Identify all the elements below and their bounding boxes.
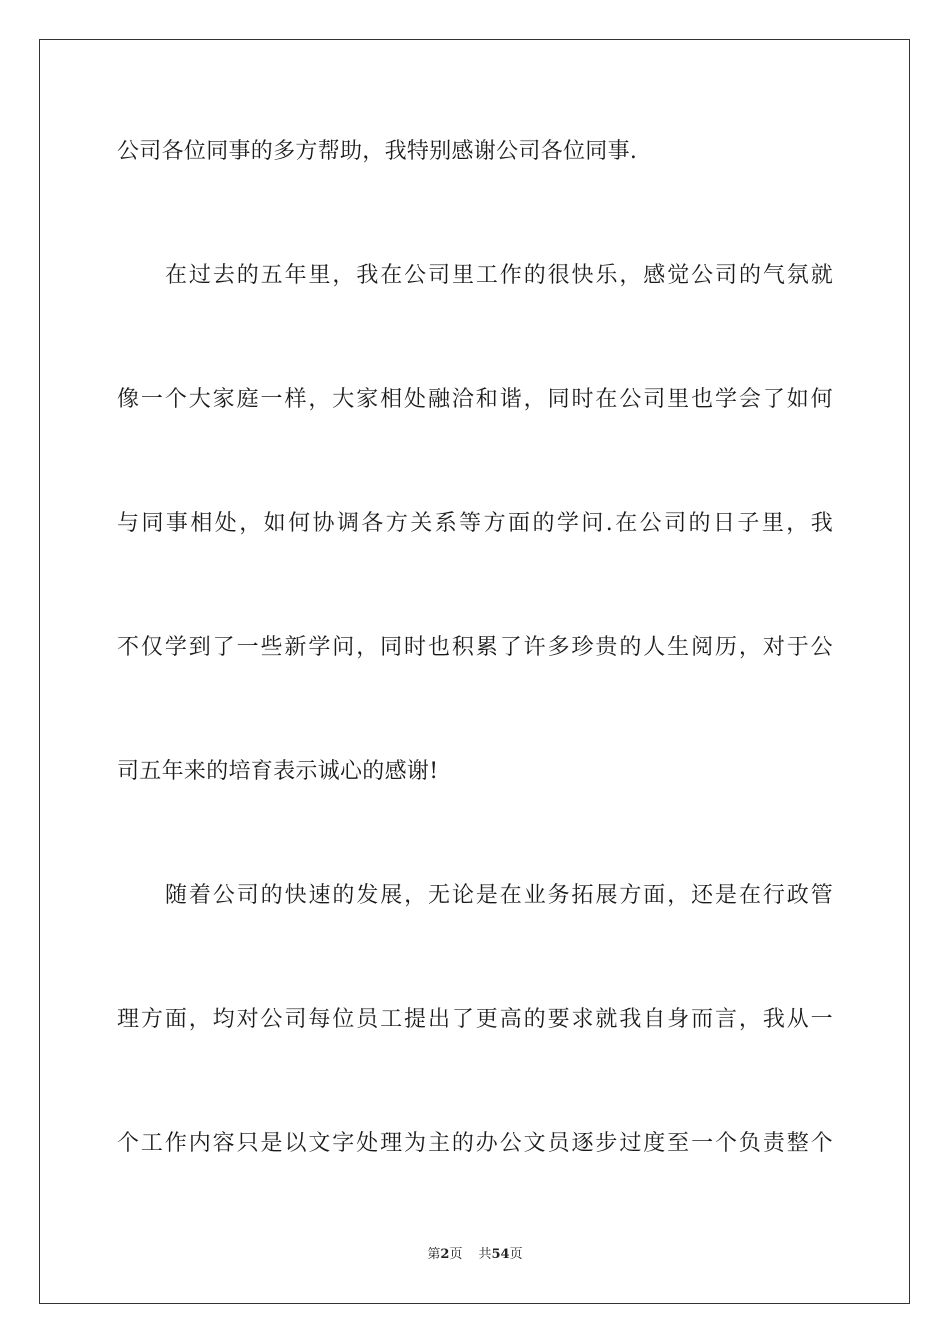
body-line-4: 与同事相处，如何协调各方关系等方面的学问.在公司的日子里，我 — [117, 511, 833, 536]
body-line-8: 理方面，均对公司每位员工提出了更高的要求就我自身而言，我从一 — [117, 1007, 833, 1032]
footer-page-suffix: 页 — [449, 1247, 463, 1262]
body-line-6: 司五年来的培育表示诚心的感谢! — [117, 759, 439, 784]
page-border — [39, 39, 910, 1304]
footer-total-pages: 54 — [491, 1247, 510, 1262]
body-line-1: 公司各位同事的多方帮助，我特别感谢公司各位同事. — [117, 139, 638, 164]
footer-page-prefix: 第 — [427, 1247, 441, 1262]
footer-total-prefix: 共 — [478, 1247, 492, 1262]
body-line-7: 随着公司的快速的发展，无论是在业务拓展方面，还是在行政管 — [165, 883, 833, 908]
body-line-5: 不仅学到了一些新学问，同时也积累了许多珍贵的人生阅历，对于公 — [117, 635, 833, 660]
page-footer — [0, 1246, 950, 1264]
body-line-9: 个工作内容只是以文字处理为主的办公文员逐步过度至一个负责整个 — [117, 1131, 833, 1156]
body-line-3: 像一个大家庭一样，大家相处融洽和谐，同时在公司里也学会了如何 — [117, 387, 833, 412]
body-line-2: 在过去的五年里，我在公司里工作的很快乐，感觉公司的气氛就 — [165, 263, 833, 288]
footer-total-suffix: 页 — [509, 1247, 523, 1262]
footer-page-number: 2 — [440, 1247, 450, 1262]
